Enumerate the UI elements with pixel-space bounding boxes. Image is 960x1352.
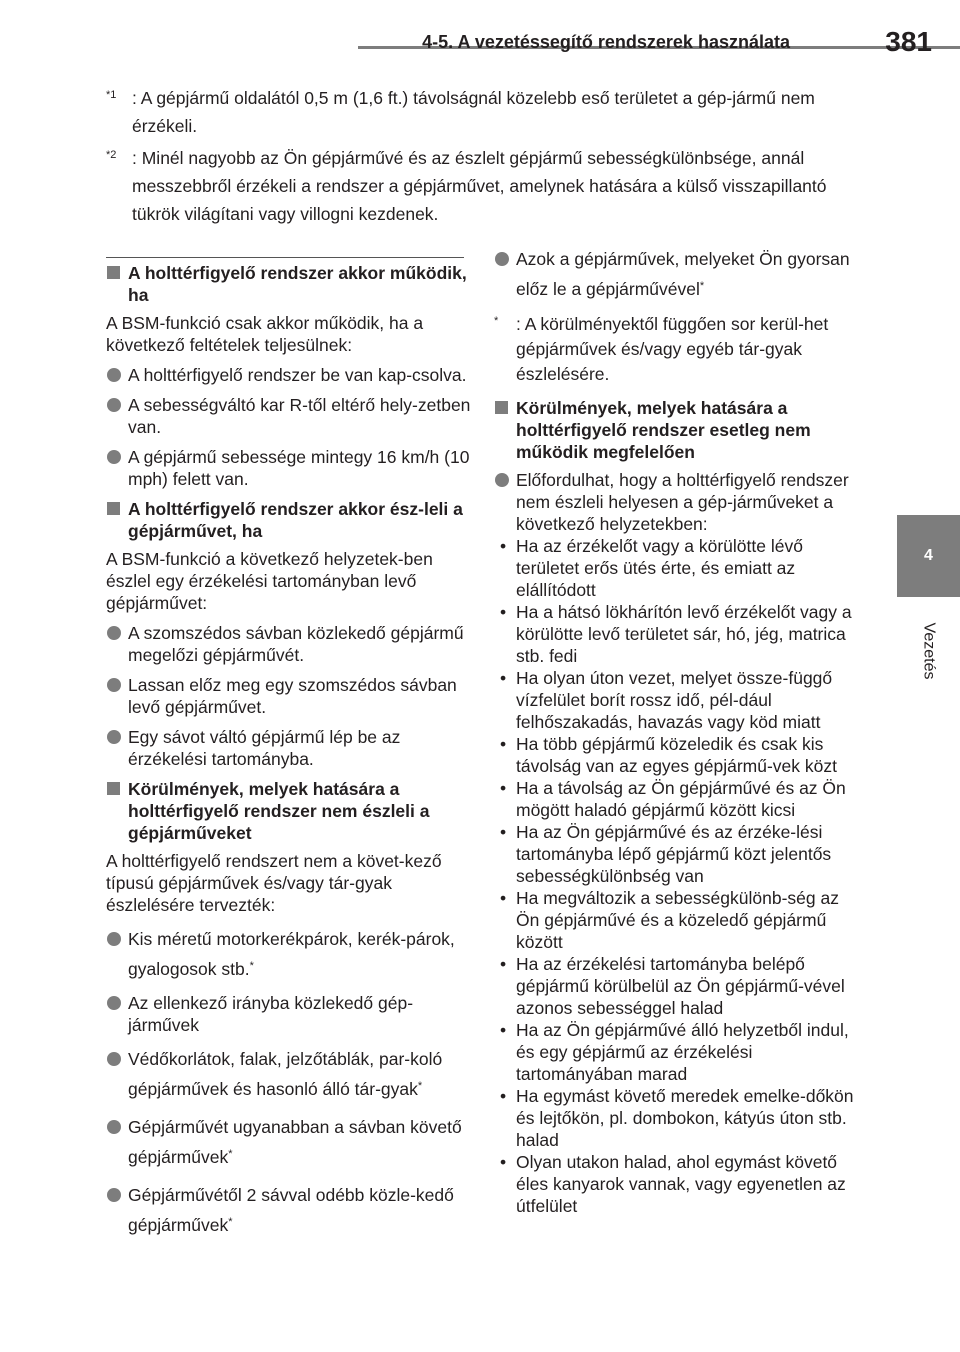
paragraph: A holttérfigyelő rendszert nem a követ-kező típusú gépjárművek és/vagy tár-gyak észlelésére tervezték: (106, 851, 442, 915)
circle-bullet-icon (495, 252, 509, 266)
section-heading: Körülmények, melyek hatására a holttérfigyelő rendszer nem észleli a gépjárműveket (106, 778, 476, 844)
list-item: A holttérfigyelő rendszer be van kap-csolva. (106, 364, 476, 386)
list-item: Gépjárművét ugyanabban a sávban követő gépjárművek* (106, 1112, 476, 1172)
footnote-mark: * (494, 315, 499, 327)
section-heading: Körülmények, melyek hatására a holttérfigyelő rendszer esetleg nem működik megfelelően (494, 397, 864, 463)
chapter-number: 4 (924, 547, 933, 564)
list-item: A gépjármű sebessége mintegy 16 km/h (10 mph) felett van. (106, 446, 476, 490)
list-item: Védőkorlátok, falak, jelzőtáblák, par-koló gépjárművek és hasonló álló tár-gyak* (106, 1044, 476, 1104)
list-item: A sebességváltó kar R-től eltérő hely-zetben van. (106, 394, 476, 438)
footnote: * : A körülményektől függően sor kerül-het gépjárművek és/vagy egyéb tár-gyak észlelésére. (494, 314, 829, 384)
page-number: 381 (885, 26, 932, 57)
list-item: Azok a gépjárművek, melyeket Ön gyorsan előz le a gépjárművével* (494, 244, 864, 304)
footnotes (106, 84, 846, 232)
chapter-label (897, 606, 960, 696)
list-item: Lassan előz meg egy szomszédos sávban levő gépjárművet. (106, 674, 476, 718)
circle-bullet-icon (107, 398, 121, 412)
sub-list-item: • Ha a távolság az Ön gépjárművé és az Ön mögött haladó gépjármű között kicsi (500, 778, 846, 820)
paragraph: A BSM-funkció csak akkor működik, ha a következő feltételek teljesülnek: (106, 313, 424, 355)
sub-list-item: • Ha olyan úton vezet, melyet össze-függő vízfelület borít rossz idő, pél-dául felhőszakadás, havazás vagy köd miatt (500, 668, 833, 732)
circle-bullet-icon (107, 626, 121, 640)
right-column (494, 244, 864, 1217)
list-item: Kis méretű motorkerékpárok, kerék-párok, gyalogosok stb.* (106, 924, 476, 984)
footnote-text: : Minél nagyobb az Ön gépjárművé és az észlelt gépjármű sebességkülönbsége, annál messzebbről érzékeli a rendszer a gépjárművet, amelynek hatására a külső visszapillantó tükrök világítani vagy villogni kezdenek. (132, 148, 827, 224)
sub-list-item: • Ha a hátsó lökhárítón levő érzékelőt vagy a körülötte levő területet sár, hó, jég, matrica stb. fedi (500, 602, 852, 666)
circle-bullet-icon (107, 996, 121, 1010)
paragraph: A BSM-funkció a következő helyzetek-ben észlel egy érzékelési tartományban levő gépjárművet: (106, 549, 433, 613)
circle-bullet-icon (107, 1188, 121, 1202)
divider (106, 257, 464, 258)
list-item: Egy sávot váltó gépjármű lép be az érzékelési tartományba. (106, 726, 476, 770)
circle-bullet-icon (107, 1120, 121, 1134)
chapter-label-text: Vezetés (920, 622, 938, 680)
list-item: Az ellenkező irányba közlekedő gép-járművek (106, 992, 476, 1036)
circle-bullet-icon (107, 730, 121, 744)
circle-bullet-icon (495, 473, 509, 487)
footnote-mark: *2 (106, 149, 117, 161)
sub-list-item: • Ha az Ön gépjárművé és az érzéke-lési tartományba lépő gépjármű közt jelentős sebességkülönbség van (500, 822, 832, 886)
sub-list-item: • Olyan utakon halad, ahol egymást követő éles kanyarok vannak, vagy egyenetlen az útfelület (500, 1152, 846, 1216)
circle-bullet-icon (107, 678, 121, 692)
left-column (106, 262, 476, 1248)
footnote (106, 84, 846, 140)
circle-bullet-icon (107, 368, 121, 382)
square-bullet-icon (495, 401, 508, 414)
section-heading: A holttérfigyelő rendszer akkor működik, ha (106, 262, 476, 306)
footnote (106, 144, 846, 228)
sub-list-item: • Ha több gépjármű közeledik és csak kis távolság van az egyes gépjármű-vek közt (500, 734, 837, 776)
section-heading: A holttérfigyelő rendszer akkor ész-leli a gépjárművet, ha (106, 498, 476, 542)
square-bullet-icon (107, 782, 120, 795)
circle-bullet-icon (107, 932, 121, 946)
sub-list-item: • Ha az érzékelési tartományba belépő gépjármű körülbelül az Ön gépjármű-vével azonos sebességgel halad (500, 954, 845, 1018)
square-bullet-icon (107, 502, 120, 515)
square-bullet-icon (107, 266, 120, 279)
sub-list-item: • Ha megváltozik a sebességkülönb-ség az Ön gépjárművé és a közeledő gépjármű között (500, 888, 839, 952)
footnote-mark: *1 (106, 89, 117, 101)
circle-bullet-icon (107, 1052, 121, 1066)
sub-list-item: • Ha egymást követő meredek emelke-dőkön és lejtőkön, pl. dombokon, kátyús úton stb. halad (500, 1086, 854, 1150)
footnote-text: : A gépjármű oldalától 0,5 m (1,6 ft.) távolságnál közelebb eső területet a gép-jármű nem érzékeli. (132, 88, 815, 136)
list-item: Előfordulhat, hogy a holttérfigyelő rendszer nem észleli helyesen a gép-járműveket a következő helyzetekben: (494, 469, 864, 535)
list-item: Gépjárművétől 2 sávval odébb közle-kedő gépjárművek* (106, 1180, 476, 1240)
list-item: A szomszédos sávban közlekedő gépjármű megelőzi gépjárművét. (106, 622, 476, 666)
section-title: 4-5. A vezetéssegítő rendszerek használata (422, 32, 790, 52)
sub-list-item: • Ha az Ön gépjárművé álló helyzetből indul, és egy gépjármű az érzékelési tartományában marad (500, 1020, 849, 1084)
chapter-tab (897, 515, 960, 597)
sub-list-item: • Ha az érzékelőt vagy a körülötte lévő területet erős ütés érte, és emiatt az elállítódott (500, 536, 803, 600)
circle-bullet-icon (107, 450, 121, 464)
